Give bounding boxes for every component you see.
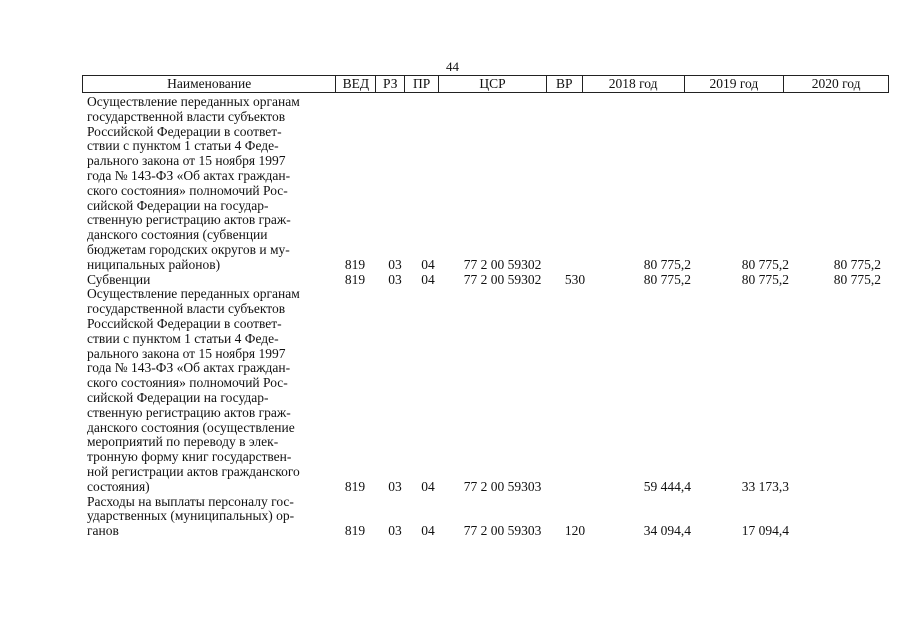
row-csr: 77 2 00 59303 (463, 478, 542, 494)
row-2020: 80 775,2 (833, 256, 881, 272)
row-2019: 33 173,3 (741, 478, 789, 494)
table-header (82, 75, 889, 93)
row-pr: 04 (421, 523, 435, 539)
row-rz: 03 (388, 271, 402, 287)
header-2020: 2020 год (811, 76, 861, 91)
table-body (87, 95, 889, 539)
row-name: Осуществление переданных органам государственной власти субъектов Российской Федерации в соответ- ствии с пунктом 1 статьи 4 Феде- рального закона от 15 ноября 1997 года № 143-ФЗ «Об актах граждан- ского состояния» полномочий Рос- сийской Федерации на государ- ственную регистрацию актов граж- данского состояния (осуществление мероприятий по переводу в элек- тронную форму книг государствен- ной регистрации актов гражданского состояния) (87, 286, 300, 494)
row-rz: 03 (388, 478, 402, 494)
header-csr: ЦСР (439, 76, 547, 92)
header-2018: 2018 год (583, 76, 685, 92)
row-2018: 80 775,2 (643, 256, 691, 272)
row-2020: 80 775,2 (833, 271, 881, 287)
row-ved: 819 (344, 523, 366, 539)
table-row (87, 495, 889, 539)
row-2019: 17 094,4 (741, 523, 789, 539)
page-number: 44 (446, 59, 459, 74)
row-name: Субвенции (87, 271, 151, 287)
row-2019: 80 775,2 (741, 271, 789, 287)
row-vr: 120 (564, 523, 586, 539)
table-row (87, 273, 889, 288)
row-vr: 530 (564, 271, 586, 287)
header-ved: ВЕД (336, 76, 376, 92)
row-2018: 80 775,2 (643, 271, 691, 287)
row-pr: 04 (421, 256, 435, 272)
row-ved: 819 (344, 256, 366, 272)
row-pr: 04 (421, 271, 435, 287)
row-pr: 04 (421, 478, 435, 494)
table-row (87, 95, 889, 273)
table-row (87, 287, 889, 494)
row-2018: 59 444,4 (643, 478, 691, 494)
header-2019: 2019 год (685, 76, 785, 92)
row-rz: 03 (388, 256, 402, 272)
row-2019: 80 775,2 (741, 256, 789, 272)
row-ved: 819 (344, 271, 366, 287)
row-csr: 77 2 00 59302 (463, 271, 542, 287)
header-pr: ПР (405, 76, 439, 92)
row-rz: 03 (388, 523, 402, 539)
row-2018: 34 094,4 (643, 523, 691, 539)
header-rz: РЗ (376, 76, 405, 92)
header-name: Наименование (83, 76, 336, 92)
row-csr: 77 2 00 59302 (463, 256, 542, 272)
row-name: Расходы на выплаты персоналу гос- ударственных (муниципальных) ор- ганов (87, 493, 295, 539)
row-name: Осуществление переданных органам государственной власти субъектов Российской Федерации в соответ- ствии с пунктом 1 статьи 4 Феде- рального закона от 15 ноября 1997 года № 143-ФЗ «Об актах граждан- ского состояния» полномочий Рос- сийской Федерации на государ- ственную регистрацию актов граж- данского состояния (субвенции бюджетам городских округов и му- ниципальных районов) (87, 94, 300, 272)
header-vr: ВР (547, 76, 583, 92)
row-ved: 819 (344, 478, 366, 494)
row-csr: 77 2 00 59303 (463, 523, 542, 539)
